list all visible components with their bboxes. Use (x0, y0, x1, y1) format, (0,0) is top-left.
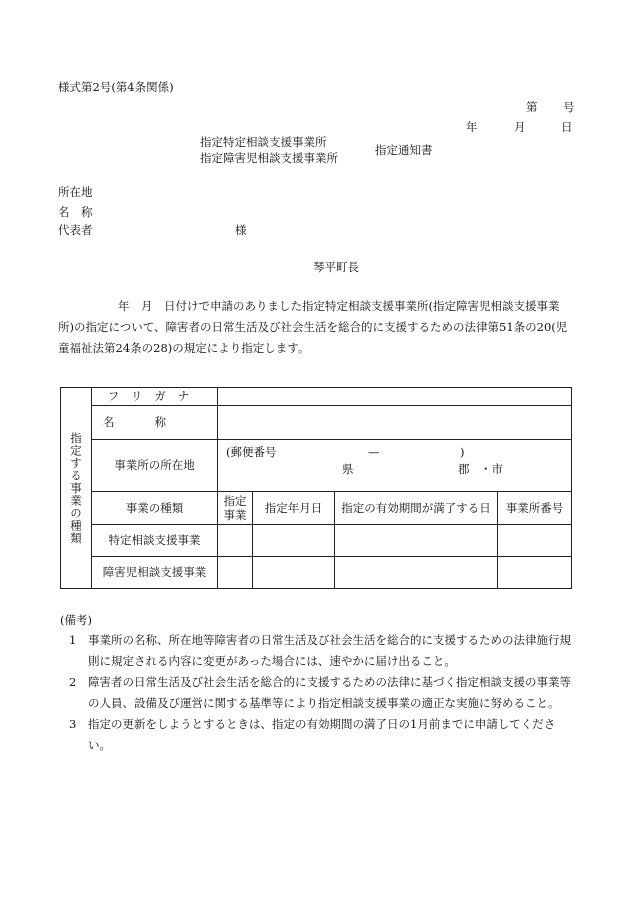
city-label: ・市 (480, 462, 503, 477)
col-type: 事業の種類 (92, 492, 218, 524)
row2-date[interactable] (253, 556, 335, 588)
note-item (60, 630, 575, 672)
note-number: 2 (69, 675, 77, 689)
side-label: 指定する事業の種類 (69, 431, 83, 545)
date-month: 月 (514, 120, 526, 134)
title-suffix: 指定通知書 (375, 143, 433, 157)
gun-label: 郡 (458, 462, 470, 477)
row-child-support: 障害児相談支援事業 (92, 556, 218, 588)
address-cell-label: 事業所の所在地 (92, 440, 218, 492)
notes-section (60, 610, 575, 756)
name-value[interactable] (218, 406, 572, 440)
name-cell-label: 名称 (92, 406, 218, 440)
pref-label: 県 (342, 462, 354, 477)
issuer: 琴平町長 (313, 260, 359, 274)
row1-designated[interactable] (218, 524, 253, 556)
postal-dash: — (368, 445, 380, 460)
note-number: 1 (69, 633, 77, 647)
row1-number[interactable] (498, 524, 572, 556)
row2-expiry[interactable] (335, 556, 498, 588)
address-label: 所在地 (58, 185, 93, 199)
row2-number[interactable] (498, 556, 572, 588)
note-text: 事業所の名称、所在地等障害者の日常生活及び社会生活を総合的に支援するための法律施行規則に規定される内容に変更があった場合には、速やかに届け出ること。 (88, 633, 571, 668)
row1-date[interactable] (253, 524, 335, 556)
title-line1: 指定特定相談支援事業所 (200, 135, 327, 149)
name-label: 名 称 (58, 205, 93, 219)
col-designated (218, 492, 253, 524)
date-year: 年 (466, 120, 478, 134)
postal-close: ) (460, 445, 465, 460)
date-day: 日 (561, 120, 573, 134)
representative-label: 代表者 (58, 223, 93, 237)
notes-heading: (備考) (60, 613, 92, 627)
col-designated-text: 指定事業 (223, 494, 247, 523)
note-text: 障害者の日常生活及び社会生活を総合的に支援するための法律に基づく指定相談支援の事業等の人員、設備及び運営に関する基準等により指定相談支援事業の適正な実施に努めること。 (88, 675, 571, 710)
title-line2: 指定障害児相談支援事業所 (200, 151, 338, 165)
note-text: 指定の更新をしようとするときは、指定の有効期間の満了日の1月前までに申請してください。 (88, 717, 556, 752)
address-value[interactable] (218, 440, 572, 492)
col-expiry: 指定の有効期間が満了する日 (335, 492, 498, 524)
note-item (60, 714, 575, 756)
form-label: 様式第2号(第4条関係) (58, 80, 174, 94)
note-number: 3 (69, 717, 77, 731)
row2-designated[interactable] (218, 556, 253, 588)
row1-expiry[interactable] (335, 524, 498, 556)
furigana-value[interactable] (218, 388, 572, 406)
number-dai: 第 (526, 100, 538, 114)
body-paragraph: 年 月 日付けで申請のありました指定特定相談支援事業所(指定障害児相談支援事業所)の指定について、障害者の日常生活及び社会生活を総合的に支援するための法律第51条の20(児童福祉法第24条の28)の規定により指定します。 (58, 299, 568, 355)
honorific: 様 (235, 223, 247, 237)
furigana-label: フリガナ (92, 388, 218, 406)
row-specific-support: 特定相談支援事業 (92, 524, 218, 556)
number-go: 号 (563, 100, 575, 114)
side-label-cell (61, 388, 92, 589)
col-number: 事業所番号 (498, 492, 572, 524)
note-item (60, 672, 575, 714)
designation-table (60, 387, 572, 589)
col-date: 指定年月日 (253, 492, 335, 524)
postal-label: (郵便番号 (226, 445, 277, 460)
